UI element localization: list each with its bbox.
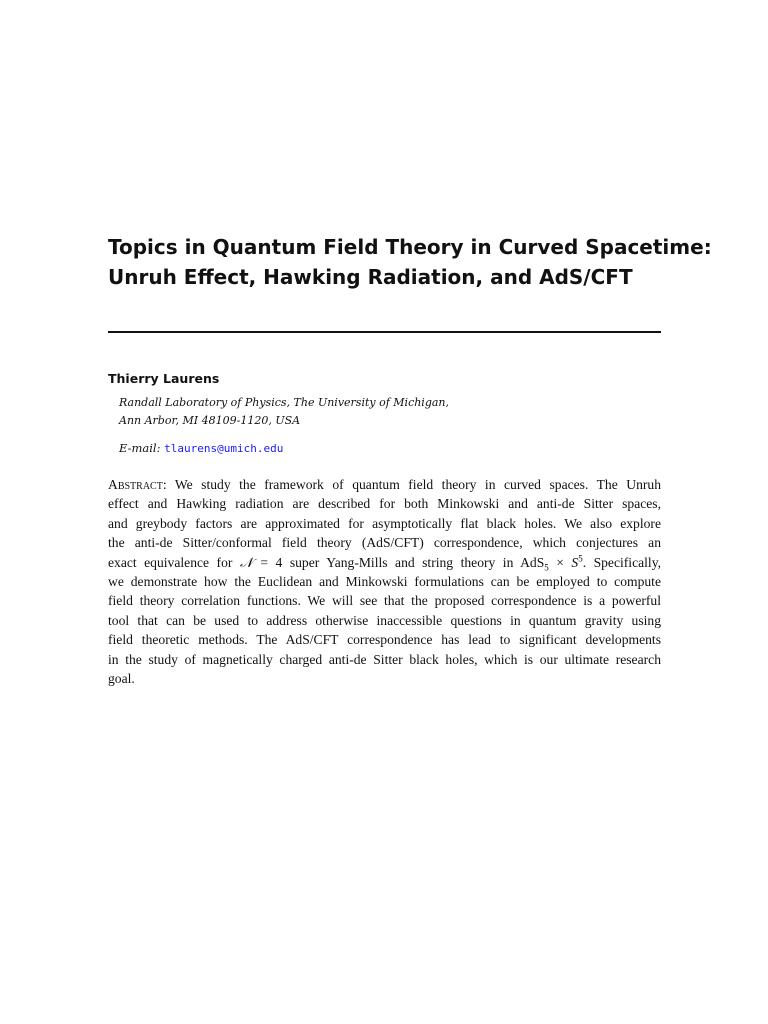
abstract-text: . Specifically, [582, 554, 662, 570]
abstract-line: effect and Hawking radiation are described for both Minkowski and anti-de Sitter spaces, [108, 496, 661, 512]
math-superscript: 5 [578, 553, 583, 564]
math-n-symbol: 𝒩 [239, 554, 253, 570]
abstract-text: We study the framework of quantum field theory in curved spaces. The Unruh [174, 477, 661, 492]
title-divider [108, 331, 661, 333]
abstract-line: tool that can be used to address otherwise inaccessible questions in quantum gravity using [108, 612, 661, 628]
abstract [108, 475, 661, 688]
abstract-line: field theoretic methods. The AdS/CFT correspondence has lead to significant developments [108, 632, 661, 648]
paper-title-line-2: Unruh Effect, Hawking Radiation, and AdS/CFT [108, 265, 633, 289]
abstract-line [108, 553, 661, 572]
author-affiliation [119, 394, 449, 429]
abstract-line: we demonstrate how the Euclidean and Minkowski formulations can be employed to compute [108, 574, 661, 590]
math-subscript: 5 [544, 562, 549, 573]
abstract-label: Abstract: [108, 477, 167, 492]
abstract-line: goal. [108, 671, 135, 687]
email-label: E-mail: [119, 441, 161, 455]
affiliation-line-1: Randall Laboratory of Physics, The University of Michigan, [119, 396, 450, 409]
abstract-text: = 4 super Yang-Mills and string theory in AdS [252, 554, 545, 570]
abstract-line: and greybody factors are approximated for asymptotically flat black holes. We also explore [108, 515, 661, 531]
email-link[interactable]: tlaurens@umich.edu [164, 442, 284, 455]
paper-title-line-1: Topics in Quantum Field Theory in Curved Spacetime: [108, 235, 712, 259]
author-name: Thierry Laurens [108, 371, 220, 386]
math-times: × [548, 554, 572, 570]
abstract-line: in the study of magnetically charged anti-de Sitter black holes, which is our ultimate research [108, 651, 661, 667]
affiliation-line-2: Ann Arbor, MI 48109-1120, USA [119, 413, 301, 427]
abstract-line [108, 475, 661, 494]
paper-title [108, 232, 712, 292]
abstract-line: field theory correlation functions. We will see that the proposed correspondence is a powerful [108, 593, 661, 609]
author-email-line [119, 439, 283, 458]
abstract-text: exact equivalence for [108, 554, 233, 570]
math-s-symbol: S [571, 554, 579, 570]
abstract-line: the anti-de Sitter/conformal field theory (AdS/CFT) correspondence, which conjectures an [108, 535, 661, 551]
